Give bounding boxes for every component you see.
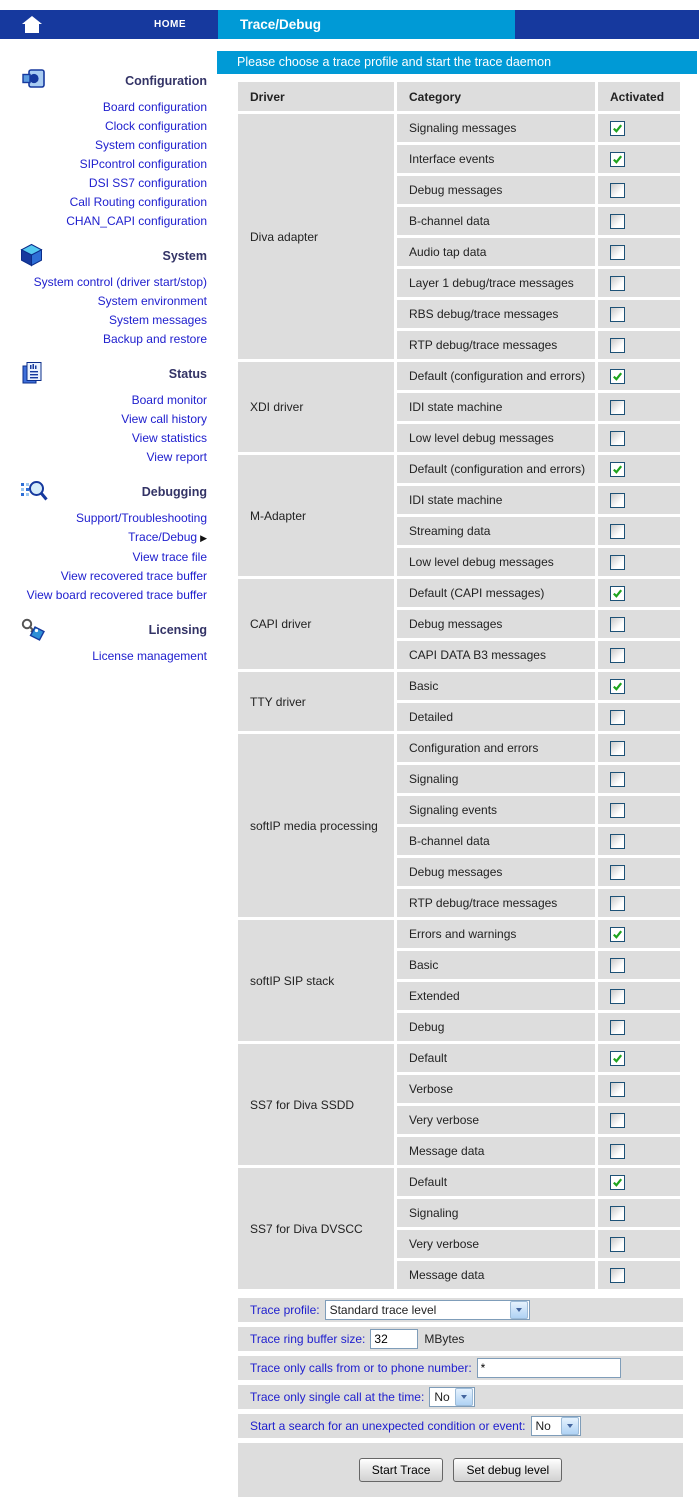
sidebar-link-label: View recovered trace buffer	[60, 569, 207, 583]
ring-buffer-size-label: Trace ring buffer size:	[250, 1332, 366, 1346]
category-cell: Interface events	[397, 145, 595, 173]
category-cell: Signaling events	[397, 796, 595, 824]
driver-cell: softIP media processing	[238, 734, 394, 917]
category-cell: RBS debug/trace messages	[397, 300, 595, 328]
trace-category-checkbox[interactable]	[610, 245, 625, 260]
activated-cell	[598, 579, 680, 607]
trace-category-checkbox[interactable]	[610, 648, 625, 663]
trace-category-checkbox[interactable]	[610, 865, 625, 880]
table-row	[238, 362, 680, 390]
column-header-driver: Driver	[238, 82, 394, 111]
unexpected-search-select[interactable]	[531, 1416, 581, 1436]
trace-category-checkbox[interactable]	[610, 617, 625, 632]
sidebar-section-title: Licensing	[148, 623, 207, 637]
sidebar-link-view-board-recovered-trace-buffer[interactable]	[0, 586, 217, 605]
activated-cell	[598, 238, 680, 266]
topbar-home-segment	[0, 10, 218, 39]
trace-category-checkbox[interactable]	[610, 214, 625, 229]
ring-buffer-size-input[interactable]	[370, 1329, 418, 1349]
trace-category-checkbox[interactable]	[610, 1144, 625, 1159]
category-cell: Default (configuration and errors)	[397, 362, 595, 390]
activated-cell	[598, 920, 680, 948]
topbar-title-segment	[218, 10, 515, 39]
category-cell: Default (configuration and errors)	[397, 455, 595, 483]
trace-category-checkbox[interactable]	[610, 1082, 625, 1097]
category-cell: Very verbose	[397, 1230, 595, 1258]
sidebar-link-board-configuration[interactable]	[0, 98, 217, 117]
trace-category-checkbox[interactable]	[610, 462, 625, 477]
category-cell: Streaming data	[397, 517, 595, 545]
sidebar-link-label: Board configuration	[102, 100, 207, 114]
category-cell: Basic	[397, 951, 595, 979]
trace-category-checkbox[interactable]	[610, 927, 625, 942]
trace-category-checkbox[interactable]	[610, 1113, 625, 1128]
category-cell: Errors and warnings	[397, 920, 595, 948]
table-row	[238, 734, 680, 762]
trace-category-checkbox[interactable]	[610, 1206, 625, 1221]
sidebar-link-label: Call Routing configuration	[69, 195, 207, 209]
sidebar-link-label: SIPcontrol configuration	[79, 157, 207, 171]
phone-number-filter-input[interactable]	[477, 1358, 621, 1378]
category-cell: Low level debug messages	[397, 424, 595, 452]
activated-cell	[598, 951, 680, 979]
category-cell: Default	[397, 1168, 595, 1196]
activated-cell	[598, 734, 680, 762]
set-debug-level-button[interactable]: Set debug level	[453, 1458, 562, 1482]
activated-cell	[598, 424, 680, 452]
trace-category-checkbox[interactable]	[610, 958, 625, 973]
trace-category-checkbox[interactable]	[610, 1051, 625, 1066]
activated-cell	[598, 145, 680, 173]
driver-cell: TTY driver	[238, 672, 394, 731]
sidebar-nav	[0, 68, 217, 678]
sidebar-link-label: View report	[146, 450, 207, 464]
trace-category-checkbox[interactable]	[610, 741, 625, 756]
sidebar-link-license-management[interactable]	[0, 647, 217, 666]
top-navigation-bar	[0, 10, 699, 39]
chevron-down-icon[interactable]	[510, 1301, 528, 1319]
sidebar-link-system-messages[interactable]	[0, 311, 217, 330]
trace-category-checkbox[interactable]	[610, 772, 625, 787]
activated-cell	[598, 1168, 680, 1196]
category-cell: Debug messages	[397, 858, 595, 886]
sidebar-section-title: Status	[168, 367, 207, 381]
trace-category-checkbox[interactable]	[610, 1268, 625, 1283]
sidebar-link-label: View call history	[121, 412, 207, 426]
trace-category-table	[235, 79, 683, 1292]
chevron-down-icon[interactable]	[561, 1417, 579, 1435]
form-row-single-call	[238, 1385, 683, 1409]
trace-category-checkbox[interactable]	[610, 493, 625, 508]
unexpected-search-selected-value: No	[535, 1419, 551, 1433]
sidebar-section-title: Configuration	[125, 74, 207, 88]
sidebar-link-board-monitor[interactable]	[0, 391, 217, 410]
unexpected-search-label: Start a search for an unexpected condition or event:	[250, 1419, 526, 1433]
category-cell: Message data	[397, 1137, 595, 1165]
sidebar-link-system-environment[interactable]	[0, 292, 217, 311]
trace-category-checkbox[interactable]	[610, 524, 625, 539]
sidebar-link-label: System messages	[108, 313, 207, 327]
activated-cell	[598, 765, 680, 793]
sidebar-link-sipcontrol-configuration[interactable]	[0, 155, 217, 174]
sidebar-section-licensing	[0, 617, 217, 666]
activated-cell	[598, 207, 680, 235]
sidebar-link-label: Trace/Debug	[128, 530, 198, 544]
sidebar-section-header	[0, 617, 217, 643]
sidebar-link-label: System environment	[97, 294, 207, 308]
activated-cell	[598, 610, 680, 638]
form-buttons-row	[238, 1443, 683, 1497]
trace-category-checkbox[interactable]	[610, 121, 625, 136]
driver-cell: Diva adapter	[238, 114, 394, 359]
category-cell: Signaling messages	[397, 114, 595, 142]
sidebar-link-view-report[interactable]	[0, 448, 217, 467]
keys-icon	[20, 617, 47, 646]
trace-category-checkbox[interactable]	[610, 400, 625, 415]
table-row	[238, 920, 680, 948]
instruction-banner: Please choose a trace profile and start the trace daemon	[217, 51, 697, 74]
trace-category-checkbox[interactable]	[610, 369, 625, 384]
column-header-category: Category	[397, 82, 595, 111]
driver-cell: SS7 for Diva SSDD	[238, 1044, 394, 1165]
category-cell: Audio tap data	[397, 238, 595, 266]
sidebar-section-header	[0, 479, 217, 505]
trace-category-checkbox[interactable]	[610, 1175, 625, 1190]
page-title: Trace/Debug	[240, 17, 322, 32]
sidebar-link-label: View board recovered trace buffer	[26, 588, 207, 602]
table-row	[238, 455, 680, 483]
activated-cell	[598, 641, 680, 669]
activated-cell	[598, 1230, 680, 1258]
driver-cell: CAPI driver	[238, 579, 394, 669]
board-icon	[20, 68, 47, 94]
sidebar-link-system-configuration[interactable]	[0, 136, 217, 155]
trace-category-checkbox[interactable]	[610, 679, 625, 694]
trace-settings-form	[238, 1298, 683, 1497]
sidebar-link-label: Clock configuration	[104, 119, 207, 133]
sidebar-link-system-control-driver-start-stop-[interactable]	[0, 273, 217, 292]
driver-cell: softIP SIP stack	[238, 920, 394, 1041]
category-cell: RTP debug/trace messages	[397, 889, 595, 917]
activated-cell	[598, 1199, 680, 1227]
driver-cell: M-Adapter	[238, 455, 394, 576]
category-cell: Signaling	[397, 1199, 595, 1227]
table-row	[238, 579, 680, 607]
category-cell: Extended	[397, 982, 595, 1010]
sidebar-section-title: System	[162, 249, 207, 263]
sidebar-section-debugging	[0, 479, 217, 605]
trace-category-checkbox[interactable]	[610, 276, 625, 291]
form-row-phone-number-filter	[238, 1356, 683, 1380]
form-row-trace-profile	[238, 1298, 683, 1322]
category-cell: B-channel data	[397, 207, 595, 235]
sidebar-link-view-call-history[interactable]	[0, 410, 217, 429]
start-trace-button[interactable]: Start Trace	[359, 1458, 444, 1482]
category-cell: RTP debug/trace messages	[397, 331, 595, 359]
sidebar-link-dsi-ss7-configuration[interactable]	[0, 174, 217, 193]
activated-cell	[598, 300, 680, 328]
category-cell: Default (CAPI messages)	[397, 579, 595, 607]
table-row	[238, 114, 680, 142]
trace-category-checkbox[interactable]	[610, 803, 625, 818]
trace-category-checkbox[interactable]	[610, 338, 625, 353]
category-cell: IDI state machine	[397, 486, 595, 514]
category-cell: Verbose	[397, 1075, 595, 1103]
sidebar-section-header	[0, 68, 217, 94]
sidebar-link-label: System control (driver start/stop)	[33, 275, 207, 289]
category-cell: Configuration and errors	[397, 734, 595, 762]
activated-cell	[598, 114, 680, 142]
magnifier-icon	[20, 479, 48, 508]
sidebar-link-label: Board monitor	[131, 393, 207, 407]
category-cell: Signaling	[397, 765, 595, 793]
table-row	[238, 1044, 680, 1072]
sidebar-section-header	[0, 361, 217, 387]
driver-cell: SS7 for Diva DVSCC	[238, 1168, 394, 1289]
trace-category-checkbox[interactable]	[610, 152, 625, 167]
current-page-marker-icon: ▶	[200, 533, 207, 543]
form-row-unexpected-search	[238, 1414, 683, 1438]
sidebar-link-call-routing-configuration[interactable]	[0, 193, 217, 212]
sidebar-link-view-trace-file[interactable]	[0, 548, 217, 567]
driver-cell: XDI driver	[238, 362, 394, 452]
activated-cell	[598, 1137, 680, 1165]
sidebar-section-status	[0, 361, 217, 467]
report-icon	[20, 361, 44, 388]
sidebar-link-chan-capi-configuration[interactable]	[0, 212, 217, 231]
category-cell: CAPI DATA B3 messages	[397, 641, 595, 669]
trace-category-checkbox[interactable]	[610, 989, 625, 1004]
table-row	[238, 1168, 680, 1196]
trace-profile-label: Trace profile:	[250, 1303, 320, 1317]
activated-cell	[598, 517, 680, 545]
trace-profile-select[interactable]	[325, 1300, 530, 1320]
sidebar-section-configuration	[0, 68, 217, 231]
sidebar-link-label: View trace file	[132, 550, 207, 564]
sidebar-link-support-troubleshooting[interactable]	[0, 509, 217, 528]
trace-category-checkbox[interactable]	[610, 896, 625, 911]
activated-cell	[598, 331, 680, 359]
trace-category-checkbox[interactable]	[610, 586, 625, 601]
trace-category-checkbox[interactable]	[610, 555, 625, 570]
category-cell: Detailed	[397, 703, 595, 731]
trace-category-checkbox[interactable]	[610, 710, 625, 725]
activated-cell	[598, 269, 680, 297]
sidebar-link-backup-and-restore[interactable]	[0, 330, 217, 349]
trace-category-checkbox[interactable]	[610, 431, 625, 446]
activated-cell	[598, 1106, 680, 1134]
category-cell: Default	[397, 1044, 595, 1072]
category-cell: Message data	[397, 1261, 595, 1289]
activated-cell	[598, 548, 680, 576]
ring-buffer-size-unit-label: MBytes	[424, 1332, 465, 1346]
sidebar-section-title: Debugging	[141, 485, 207, 499]
sidebar-link-clock-configuration[interactable]	[0, 117, 217, 136]
single-call-label: Trace only single call at the time:	[250, 1390, 425, 1404]
trace-category-checkbox[interactable]	[610, 1020, 625, 1035]
main-content	[235, 79, 695, 1497]
column-header-activated: Activated	[598, 82, 680, 111]
category-cell: Debug	[397, 1013, 595, 1041]
sidebar-link-label: DSI SS7 configuration	[88, 176, 207, 190]
activated-cell	[598, 796, 680, 824]
trace-profile-selected-value: Standard trace level	[329, 1303, 437, 1317]
single-call-select[interactable]	[429, 1387, 475, 1407]
category-cell: Low level debug messages	[397, 548, 595, 576]
activated-cell	[598, 982, 680, 1010]
table-row	[238, 672, 680, 700]
category-cell: Debug messages	[397, 176, 595, 204]
sidebar-link-view-statistics[interactable]	[0, 429, 217, 448]
category-cell: Basic	[397, 672, 595, 700]
sidebar-link-label: CHAN_CAPI configuration	[66, 214, 207, 228]
chevron-down-icon[interactable]	[455, 1388, 473, 1406]
activated-cell	[598, 362, 680, 390]
category-cell: Layer 1 debug/trace messages	[397, 269, 595, 297]
form-row-ring-buffer-size	[238, 1327, 683, 1351]
activated-cell	[598, 176, 680, 204]
activated-cell	[598, 889, 680, 917]
cube-icon	[20, 243, 43, 270]
trace-category-checkbox[interactable]	[610, 1237, 625, 1252]
sidebar-link-label: System configuration	[94, 138, 207, 152]
activated-cell	[598, 1013, 680, 1041]
activated-cell	[598, 1261, 680, 1289]
activated-cell	[598, 858, 680, 886]
category-cell: Debug messages	[397, 610, 595, 638]
trace-category-checkbox[interactable]	[610, 834, 625, 849]
category-cell: Very verbose	[397, 1106, 595, 1134]
sidebar-link-label: License management	[92, 649, 207, 663]
activated-cell	[598, 827, 680, 855]
home-icon[interactable]	[22, 16, 42, 36]
sidebar-link-label: Support/Troubleshooting	[76, 511, 207, 525]
topbar-right-segment	[515, 10, 699, 39]
activated-cell	[598, 486, 680, 514]
category-cell: IDI state machine	[397, 393, 595, 421]
activated-cell	[598, 1044, 680, 1072]
sidebar-link-view-recovered-trace-buffer[interactable]	[0, 567, 217, 586]
activated-cell	[598, 1075, 680, 1103]
activated-cell	[598, 672, 680, 700]
sidebar-link-label: View statistics	[131, 431, 207, 445]
sidebar-link-label: Backup and restore	[102, 332, 207, 346]
activated-cell	[598, 455, 680, 483]
category-cell: B-channel data	[397, 827, 595, 855]
sidebar-section-system	[0, 243, 217, 349]
trace-category-checkbox[interactable]	[610, 183, 625, 198]
phone-number-filter-label: Trace only calls from or to phone number:	[250, 1361, 472, 1375]
sidebar-section-header	[0, 243, 217, 269]
home-link[interactable]: HOME	[154, 19, 186, 30]
trace-category-checkbox[interactable]	[610, 307, 625, 322]
single-call-selected-value: No	[434, 1390, 450, 1404]
activated-cell	[598, 393, 680, 421]
activated-cell	[598, 703, 680, 731]
sidebar-link-trace-debug[interactable]	[0, 528, 217, 548]
